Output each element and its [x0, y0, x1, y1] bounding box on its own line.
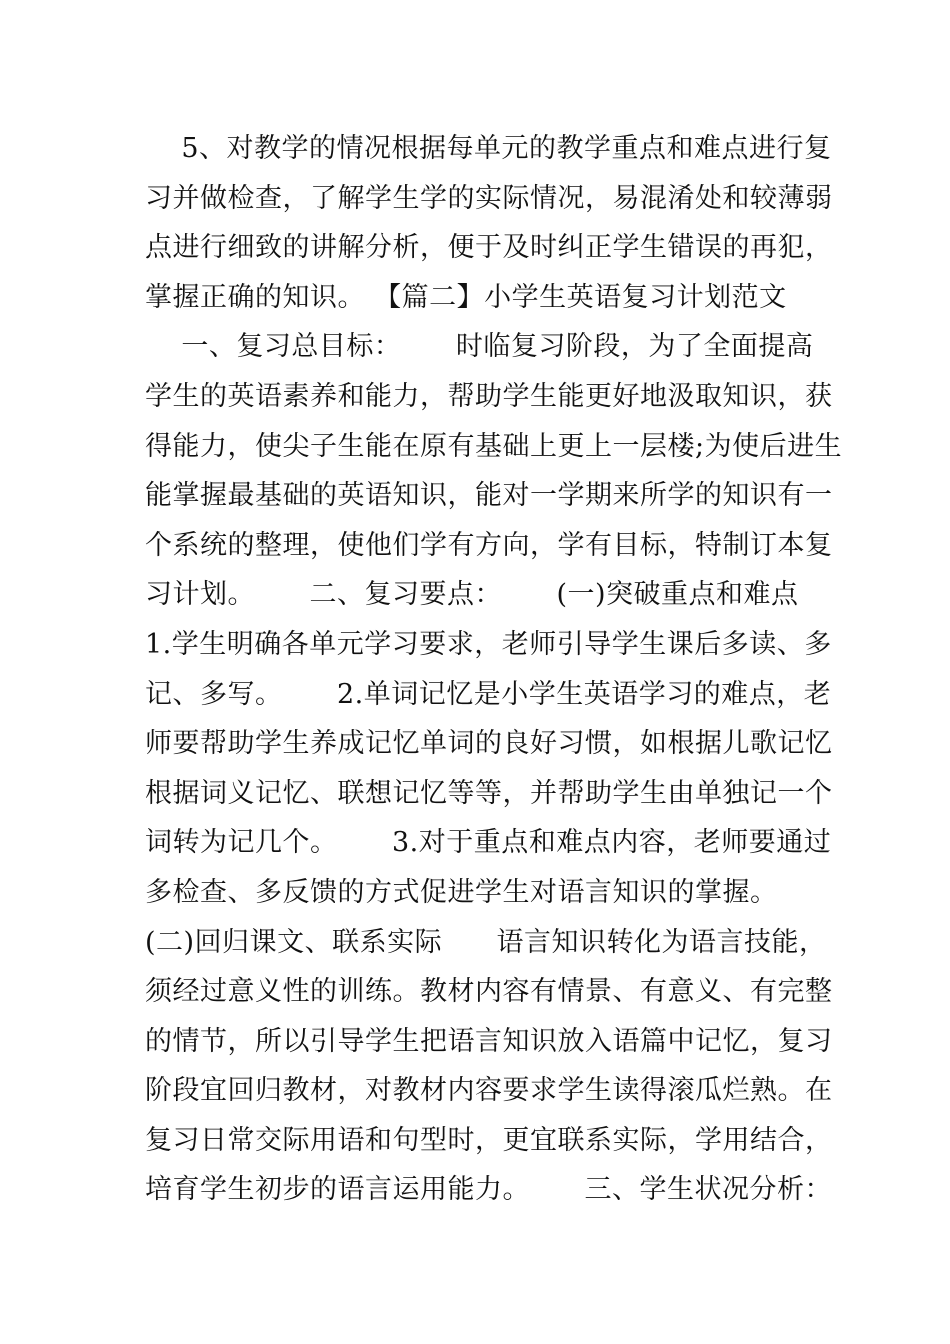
text-line: (二)回归课文、联系实际 语言知识转化为语言技能，	[145, 926, 827, 958]
text-line: 培育学生初步的语言运用能力。 三、学生状况分析：	[145, 1174, 832, 1206]
body-text	[145, 124, 843, 1215]
text-line: 5、对教学的情况根据每单元的教学重点和难点进行复	[145, 133, 832, 164]
text-line: 能掌握最基础的英语知识，能对一学期来所学的知识有一	[145, 480, 833, 512]
text-line: 学生的英语素养和能力，帮助学生能更好地汲取知识，获	[145, 380, 833, 412]
text-line: 掌握正确的知识。 【篇二】小学生英语复习计划范文	[145, 281, 787, 313]
text-line: 须经过意义性的训练。教材内容有情景、有意义、有完整	[145, 976, 833, 1008]
text-line: 词转为记几个。 3.对于重点和难点内容，老师要通过	[145, 827, 832, 859]
text-line: 得能力，使尖子生能在原有基础上更上一层楼;为使后进生	[145, 430, 843, 462]
text-line: 阶段宜回归教材，对教材内容要求学生读得滚瓜烂熟。在	[145, 1075, 833, 1107]
text-line: 的情节，所以引导学生把语言知识放入语篇中记忆，复习	[145, 1025, 833, 1057]
text-line: 师要帮助学生养成记忆单词的良好习惯，如根据儿歌记忆	[145, 728, 833, 760]
text-line: 多检查、多反馈的方式促进学生对语言知识的掌握。	[145, 876, 778, 908]
text-line: 一、复习总目标： 时临复习阶段，为了全面提高	[145, 331, 814, 363]
text-line: 根据词义记忆、联想记忆等等，并帮助学生由单独记一个	[145, 777, 833, 809]
text-line: 个系统的整理，使他们学有方向，学有目标，特制订本复	[145, 529, 833, 561]
text-line: 习并做检查，了解学生学的实际情况，易混淆处和较薄弱	[145, 182, 833, 214]
text-line: 1.学生明确各单元学习要求，老师引导学生课后多读、多	[145, 628, 832, 660]
text-line: 点进行细致的讲解分析，便于及时纠正学生错误的再犯，	[145, 232, 833, 264]
text-line: 记、多写。 2.单词记忆是小学生英语学习的难点，老	[145, 678, 832, 710]
text-line: 复习日常交际用语和句型时，更宜联系实际，学用结合，	[145, 1124, 833, 1156]
text-line: 习计划。 二、复习要点： (一)突破重点和难点	[145, 579, 799, 611]
